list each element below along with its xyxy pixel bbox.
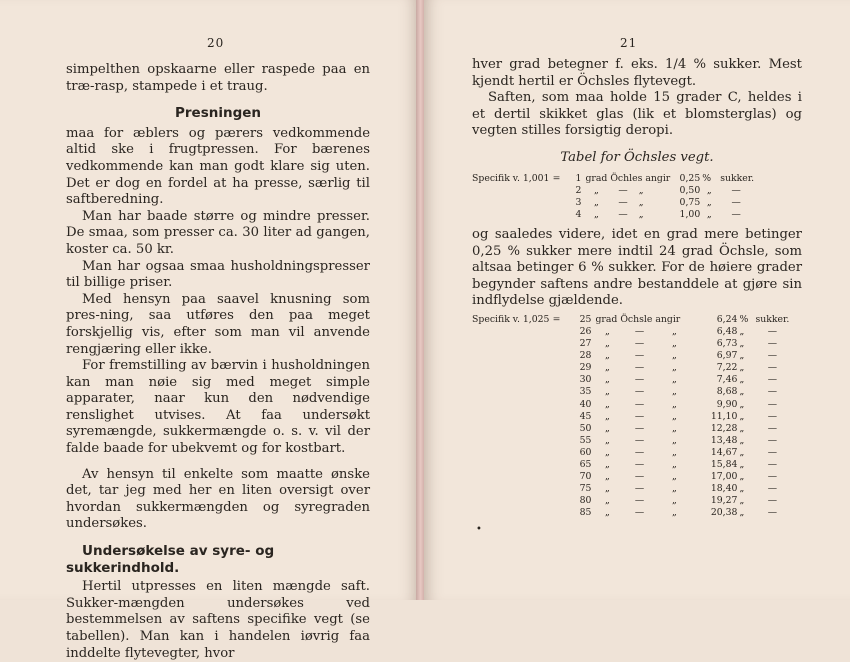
table-row: 26 „ — „ 6,48 „ — [579,326,778,337]
table-row: Specifik v. 1,025 = 25 grad Öchsle angir 6,24 % sukker. [472,313,790,325]
table-row: 40 „ — „ 9,90 „ — [579,398,778,410]
table-row: 3 „ — „ 0,75 „ — [575,196,741,208]
table-label: Specifik v. 1,001 [472,172,550,184]
oechsle-table-2 [472,314,789,520]
page-number-left: 20 [207,36,225,50]
table-row: 2 „ — „ 0,50 „ — [575,184,741,196]
right-page [424,0,850,600]
paragraph: Hertil utpresses en liten mængde saft. Sukker-mængden undersøkes ved bestemmelsen av saftens specifike vegt (se tabellen). Man kan i handelen iøvrig faa inddelte flytevegter, hvor [66,579,370,661]
oechsle-table-1 [472,173,754,221]
table-label: Specifik v. 1,025 [472,313,550,325]
table-row: 28 „ — „ 6,97 „ — [579,350,778,362]
table-row: Specifik v. 1,001 = 1 grad Öchles angir 0,25 % sukker. [472,172,755,184]
left-page [0,0,418,661]
table-row: 65 „ — „ 15,84 „ — [579,459,778,471]
paragraph: For fremstilling av bærvin i husholdningen kan man nøie sig med meget simple apparater, naar kun den nødvendige renslighet utvises. At faa undersøkt syremængde, sukkermængde o. s. v. vil der falde baade for ubekvemt og for kostbart. [66,358,370,457]
page-number-right: 21 [620,36,638,50]
table-row: 29 „ — „ 7,22 „ — [579,362,778,374]
table-row: 50 „ — „ 12,28 „ — [579,422,778,434]
table-row: 45 „ — „ 11,10 „ — [579,410,778,422]
table-row: 80 „ — „ 19,27 „ — [579,495,778,507]
table-row: 55 „ — „ 13,48 „ — [579,434,778,446]
table-row: 60 „ — „ 14,67 „ — [579,446,778,458]
table-row: 35 „ — „ 8,68 „ — [579,386,778,398]
paragraph: maa for æblers og pærers vedkommende altid ske i frugtpressen. For bærenes vedkommende kan man godt klare sig uten. Det er dog en fordel at ha presse, særlig til saftberedning. [66,125,370,208]
table-row: 27 „ — „ 6,73 „ — [579,338,778,350]
table-row: 70 „ — „ 17,00 „ — [579,471,778,483]
left-page-text [66,62,370,662]
paragraph: Man har baade større og mindre presser. De smaa, som presser ca. 30 liter ad gangen, koster ca. 50 kr. [66,208,370,257]
right-page-text [472,57,802,520]
section-heading-undersokelse: Undersøkelse av syre- og sukkerindhold. [66,543,275,576]
table-row: 30 „ — „ 7,46 „ — [579,374,778,386]
paragraph: Med hensyn paa saavel knusning som pres-ning, saa utføres den paa meget forskjellig vis, efter som man vil anvende rengjæring eller ikke. [66,291,370,357]
paragraph: Av hensyn til enkelte som maatte ønske det, tar jeg med her en liten oversigt over hvordan sukkermængden og syregraden undersøkes. [66,466,370,532]
paragraph: hver grad betegner f. eks. 1/4 % sukker. Mest kjendt hertil er Öchsles flytevegt. [472,57,802,89]
paragraph: og saaledes videre, idet en grad mere betinger 0,25 % sukker mere indtil 24 grad Öchsle, som altsaa betinger 6 % sukker. For de høiere grader begynder saftens andre bestanddele at gjøre sin indflydelse gjældende. [472,226,802,309]
paragraph: Man har ogsaa smaa husholdningspresser til billige priser. [66,258,370,291]
table-title: Tabel for Öchsles vegt. [560,149,714,165]
table-row: 75 „ — „ 18,40 „ — [579,483,778,495]
stray-mark: • [476,524,482,535]
paragraph: simpelthen opskaarne eller raspede paa en træ-rasp, stampede i et traug. [66,62,370,94]
table-row: 85 „ — „ 20,38 „ — [579,507,778,519]
table-row: 4 „ — „ 1,00 „ — [575,208,741,220]
paragraph: Saften, som maa holde 15 grader C, heldes i et dertil skikket glas (lik et blomsterglas) og vegten stilles forsigtig deropi. [472,90,802,139]
section-heading-presningen: Presningen [174,105,262,122]
